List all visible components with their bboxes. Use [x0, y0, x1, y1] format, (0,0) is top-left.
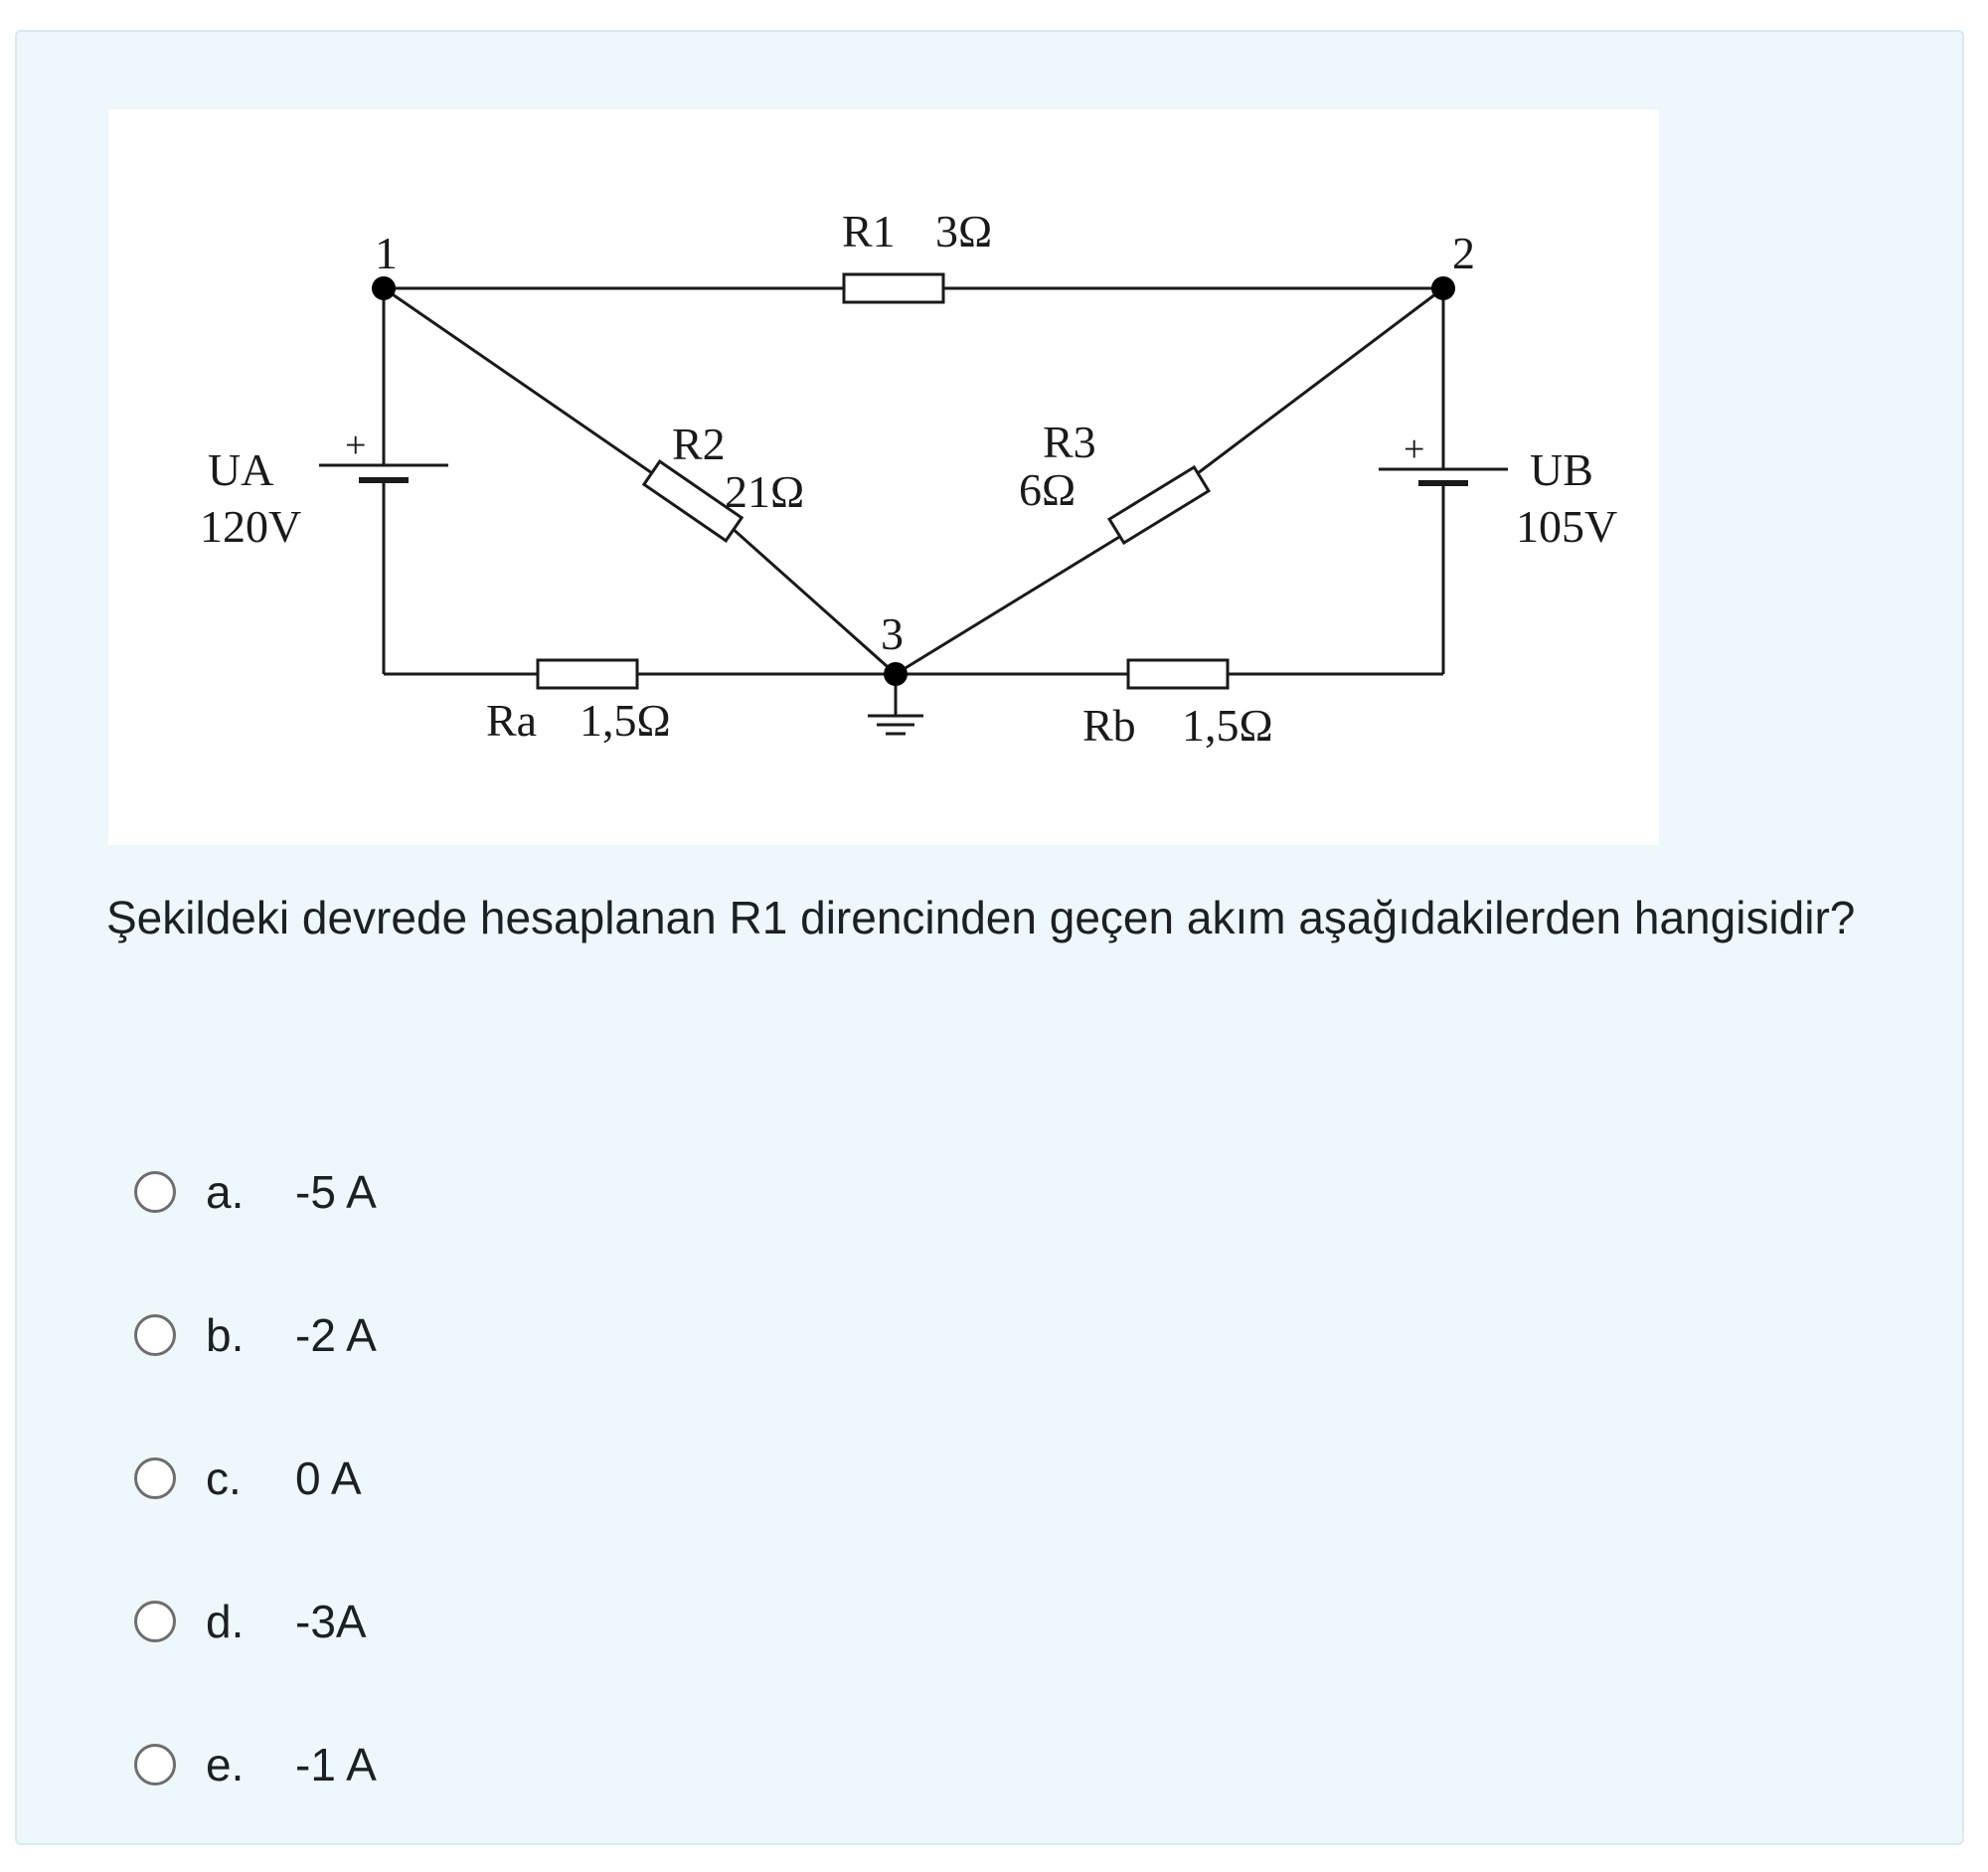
answer-option-e[interactable] [134, 1693, 1029, 1836]
battery-ub [1379, 469, 1508, 483]
battery-ua [319, 465, 448, 480]
option-value: -1 A [295, 1739, 377, 1790]
answer-option-a[interactable] [134, 1120, 1029, 1264]
ub-plus-sign: + [1404, 428, 1425, 470]
answer-options [134, 1120, 1029, 1836]
circuit-diagram [108, 109, 1659, 845]
option-value: 0 A [295, 1452, 362, 1504]
resistor-ra [538, 660, 637, 688]
option-letter: d. [206, 1596, 245, 1647]
node-label-1: 1 [375, 228, 398, 278]
option-letter: c. [206, 1452, 242, 1504]
ub-value: 105V [1516, 501, 1618, 552]
answer-option-b[interactable] [134, 1264, 1029, 1407]
question-text: Şekildeki devrede hesaplanan R1 direncinden geçen akım aşağıdakilerden hangisidir? [106, 892, 1856, 943]
node-dot-2 [1431, 276, 1455, 300]
r3-value: 6Ω [1019, 464, 1077, 515]
option-value: -3A [295, 1596, 367, 1647]
resistor-r1 [844, 274, 943, 302]
ua-plus-sign: + [345, 425, 367, 466]
r3-name: R3 [1043, 417, 1096, 467]
ra-value: 1,5Ω [580, 695, 671, 746]
option-value: -5 A [295, 1166, 377, 1218]
radio-button-c[interactable] [134, 1457, 176, 1499]
r1-name: R1 [842, 206, 896, 256]
radio-button-d[interactable] [134, 1601, 176, 1642]
node-dot-3 [884, 662, 908, 686]
question-panel [15, 30, 1964, 1845]
ua-value: 120V [200, 501, 302, 552]
node-label-2: 2 [1452, 228, 1475, 278]
radio-button-e[interactable] [134, 1744, 176, 1786]
resistor-rb [1128, 660, 1228, 688]
ra-name: Ra [486, 695, 538, 746]
ground-symbol [868, 716, 923, 734]
r2-name: R2 [672, 419, 726, 469]
resistor-r3 [1109, 467, 1209, 543]
ua-name: UA [208, 444, 274, 495]
option-letter: e. [206, 1739, 245, 1790]
radio-button-a[interactable] [134, 1171, 176, 1213]
rb-value: 1,5Ω [1182, 700, 1273, 751]
ub-name: UB [1530, 444, 1593, 495]
node-label-3: 3 [881, 608, 904, 659]
option-letter: a. [206, 1166, 245, 1218]
option-letter: b. [206, 1309, 245, 1361]
circuit-wires [384, 288, 1443, 716]
answer-option-c[interactable] [134, 1407, 1029, 1550]
radio-button-b[interactable] [134, 1314, 176, 1356]
r2-value: 21Ω [725, 466, 805, 517]
node-dot-1 [372, 276, 396, 300]
option-value: -2 A [295, 1309, 377, 1361]
circuit-figure [108, 109, 1659, 845]
rb-name: Rb [1082, 700, 1136, 751]
answer-option-d[interactable] [134, 1550, 1029, 1693]
r1-value: 3Ω [935, 206, 993, 256]
